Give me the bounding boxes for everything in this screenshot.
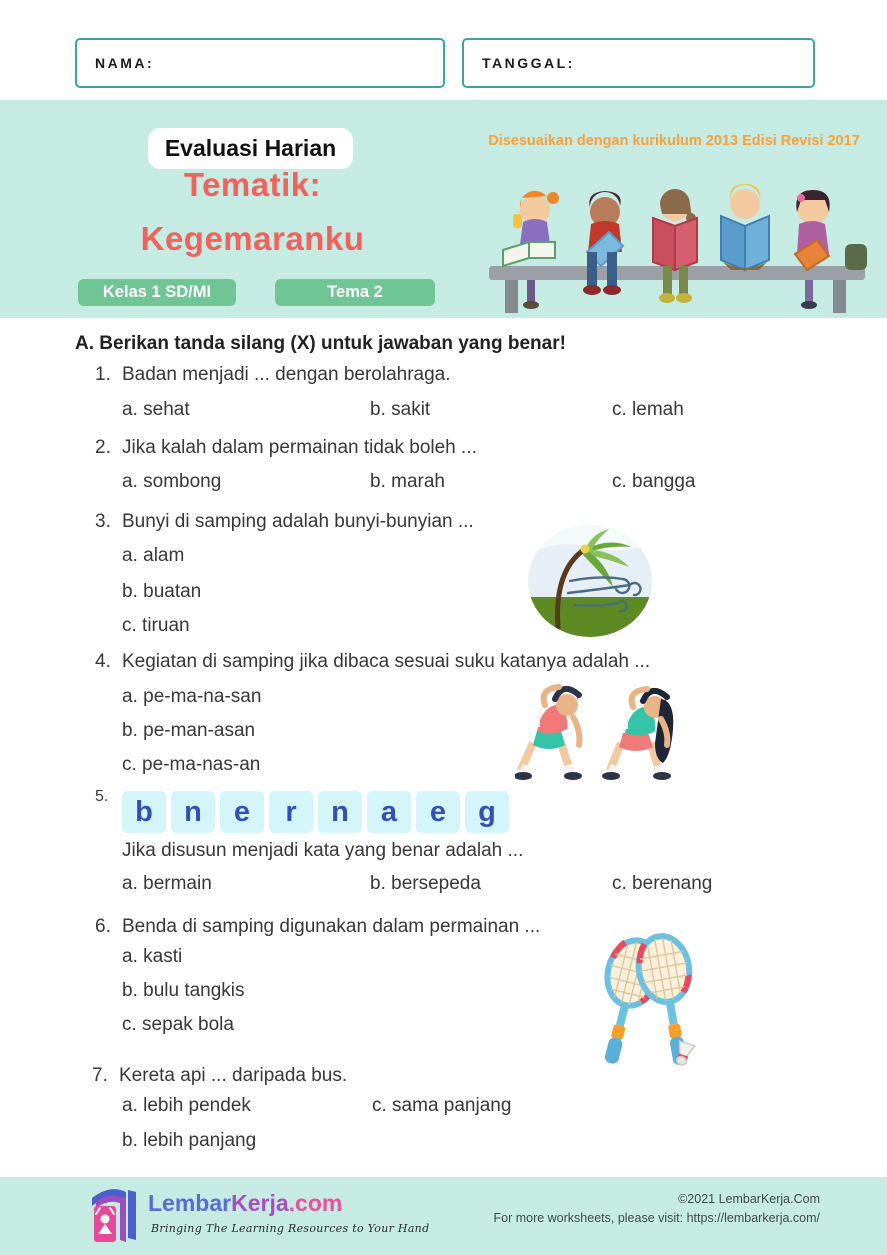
badminton-rackets-image [588,927,706,1069]
q3-option-b[interactable]: b. buatan [122,581,202,602]
letter-tile[interactable]: g [465,791,509,833]
question-2 [95,437,477,459]
question-7-number: 7. [92,1065,108,1086]
class-badge: Kelas 1 SD/MI [78,279,236,306]
footer-credits [493,1190,820,1228]
brand-part2: Kerja [231,1190,289,1216]
q6-option-b[interactable]: b. bulu tangkis [122,980,245,1001]
q2-option-c[interactable]: c. bangga [612,471,696,492]
date-field[interactable] [462,38,815,88]
lembarkerja-logo-icon [90,1186,142,1246]
question-7 [92,1065,347,1087]
question-3-number: 3. [95,511,111,532]
q7-option-b[interactable]: b. lebih panjang [122,1130,257,1151]
copyright-text: ©2021 LembarKerja.Com [678,1192,820,1206]
q5-option-c[interactable]: c. berenang [612,873,713,894]
question-5-number: 5. [95,788,109,805]
brand-wordmark [148,1190,342,1217]
q6-option-c[interactable]: c. sepak bola [122,1014,234,1035]
footer [0,1177,887,1255]
q3-option-a[interactable]: a. alam [122,545,185,566]
header-banner [0,100,887,318]
question-1-number: 1. [95,364,111,385]
question-1 [95,364,451,386]
q7-option-c[interactable]: c. sama panjang [372,1095,512,1116]
question-3 [95,511,474,533]
q1-option-b[interactable]: b. sakit [370,399,431,420]
letter-tile[interactable]: e [416,791,460,833]
section-a-heading: A. Berikan tanda silang (X) untuk jawaban yang benar! [75,333,566,354]
question-7-text: Kereta api ... daripada bus. [119,1065,348,1086]
question-4 [95,651,650,673]
children-stretching-image [515,683,675,783]
q4-option-c[interactable]: c. pe-ma-nas-an [122,754,261,775]
q1-option-c[interactable]: c. lemah [612,399,684,420]
letter-tile[interactable]: n [171,791,215,833]
letter-tile[interactable]: r [269,791,313,833]
date-label: TANGGAL: [482,55,575,71]
q1-option-a[interactable]: a. sehat [122,399,190,420]
question-6-text: Benda di samping digunakan dalam permainan ... [122,916,541,937]
letter-tile[interactable]: e [220,791,264,833]
q3-option-c[interactable]: c. tiruan [122,615,190,636]
worksheet-title-line2: Kegemaranku [140,220,365,257]
brand-tagline: Bringing The Learning Resources to Your Hand [151,1222,430,1235]
worksheet-title-line1: Tematik: [183,166,322,203]
theme-badge: Tema 2 [275,279,435,306]
letter-tile[interactable]: a [367,791,411,833]
question-5-text: Jika disusun menjadi kata yang benar adalah ... [122,840,524,861]
letter-tile[interactable]: b [122,791,166,833]
name-field[interactable] [75,38,445,88]
letter-tiles [122,791,509,833]
q4-option-b[interactable]: b. pe-man-asan [122,720,256,741]
letter-tile[interactable]: n [318,791,362,833]
visit-note: For more worksheets, please visit: https://lembarkerja.com/ [493,1210,820,1225]
q5-option-b[interactable]: b. bersepeda [370,873,481,894]
q7-option-a[interactable]: a. lebih pendek [122,1095,251,1116]
question-6 [95,916,540,938]
question-3-text: Bunyi di samping adalah bunyi-bunyian ... [122,511,474,532]
question-4-text: Kegiatan di samping jika dibaca sesuai suku katanya adalah ... [122,651,651,672]
brand-part3: .com [288,1190,343,1216]
name-label: NAMA: [95,55,155,71]
question-1-text: Badan menjadi ... dengan berolahraga. [122,364,451,385]
eval-pill: Evaluasi Harian [148,128,353,169]
q2-option-a[interactable]: a. sombong [122,471,222,492]
q5-option-a[interactable]: a. bermain [122,873,212,894]
children-reading-on-bench-illustration [483,158,871,315]
brand-part1: Lembar [148,1190,232,1216]
curriculum-note: Disesuaikan dengan kurikulum 2013 Edisi Revisi 2017 [488,133,860,149]
question-4-number: 4. [95,651,111,672]
q4-option-a[interactable]: a. pe-ma-na-san [122,686,262,707]
palm-tree-in-wind-image [528,525,652,637]
q2-option-b[interactable]: b. marah [370,471,445,492]
question-2-number: 2. [95,437,111,458]
q6-option-a[interactable]: a. kasti [122,946,183,967]
question-2-text: Jika kalah dalam permainan tidak boleh ... [122,437,477,458]
question-6-number: 6. [95,916,111,937]
